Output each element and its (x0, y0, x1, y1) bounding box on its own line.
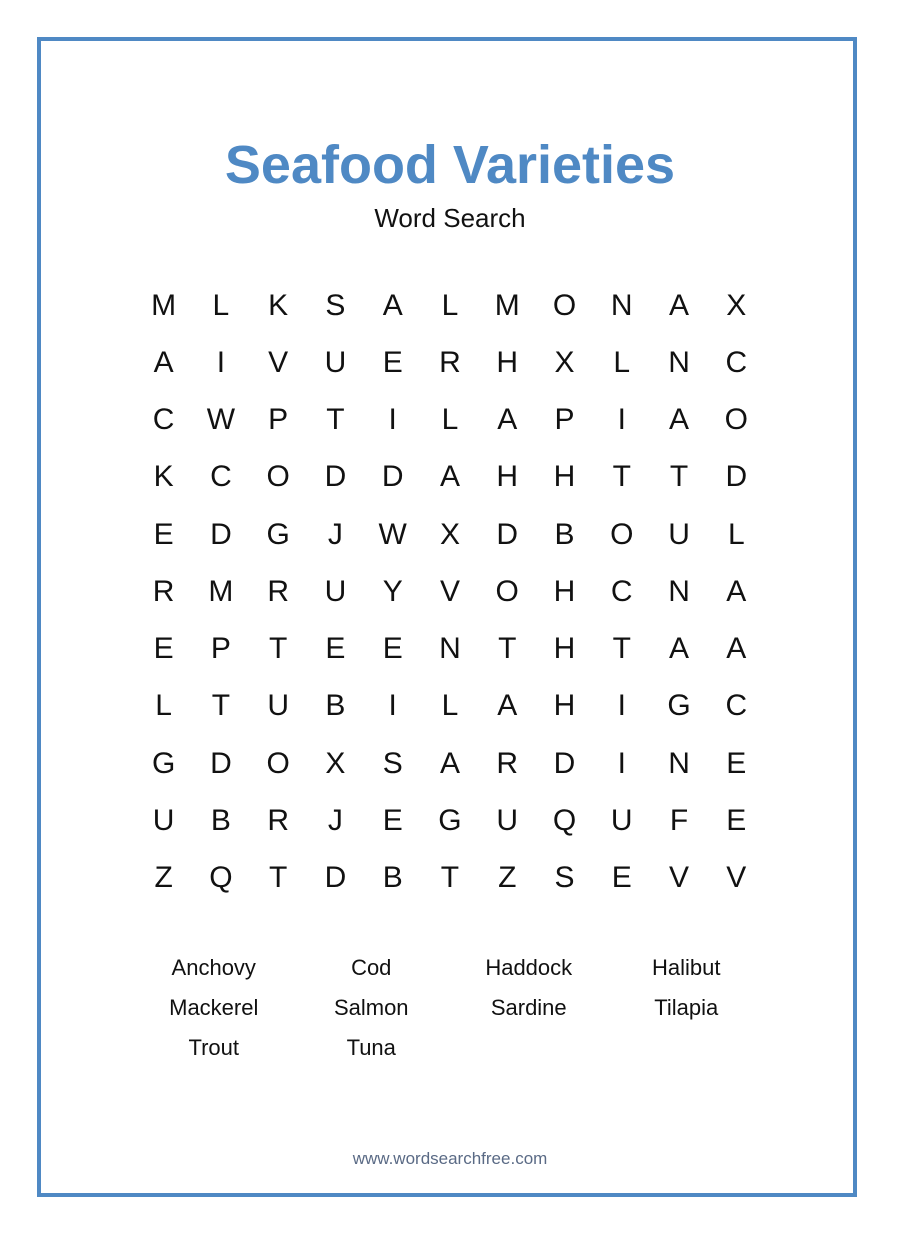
grid-cell: U (496, 804, 519, 838)
word-list-item: Trout (188, 1035, 240, 1060)
grid-cell: V (669, 861, 690, 895)
grid-cell: I (388, 689, 397, 723)
grid-row (135, 792, 765, 849)
grid-cell: L (441, 689, 459, 723)
grid-cell: E (382, 804, 403, 838)
grid-cell: Z (498, 861, 517, 895)
grid-cell: E (382, 632, 403, 666)
word-list-item: Cod (351, 955, 392, 980)
grid-cell: L (727, 517, 745, 551)
grid-cell: A (497, 689, 518, 723)
grid-cell: B (210, 804, 231, 838)
grid-cell: E (153, 517, 174, 551)
grid-cell: U (324, 574, 347, 608)
grid-cell: R (496, 746, 519, 780)
grid-cell: A (153, 345, 174, 379)
grid-cell: D (725, 460, 748, 494)
grid-cell: A (726, 574, 747, 608)
grid-cell: Q (209, 861, 233, 895)
page-title: Seafood Varieties (224, 135, 676, 195)
grid-cell: P (554, 403, 575, 437)
grid-cell: N (668, 746, 690, 780)
grid-cell: G (438, 804, 462, 838)
grid-cell: O (610, 517, 634, 551)
grid-cell: B (325, 689, 346, 723)
grid-row (135, 392, 765, 449)
grid-cell: F (669, 804, 689, 838)
grid-row (135, 506, 765, 563)
grid-cell: H (553, 632, 576, 666)
grid-cell: G (667, 689, 691, 723)
page-subtitle: Word Search (374, 203, 526, 233)
grid-cell: P (210, 632, 231, 666)
grid-cell: H (553, 574, 576, 608)
grid-cell: B (554, 517, 575, 551)
grid-cell: N (439, 632, 461, 666)
grid-cell: T (269, 632, 288, 666)
word-list-item: Tuna (346, 1035, 396, 1060)
footer-url: www.wordsearchfree.com (352, 1149, 548, 1168)
grid-cell: A (439, 460, 460, 494)
grid-cell: W (378, 517, 407, 551)
grid-cell: V (726, 861, 747, 895)
grid-cell: L (212, 288, 230, 322)
grid-cell: R (439, 345, 461, 379)
grid-cell: A (726, 632, 747, 666)
grid-cell: D (210, 517, 232, 551)
grid-cell: H (496, 460, 519, 494)
word-list-item: Halibut (652, 955, 721, 980)
grid-row (135, 563, 765, 620)
grid-cell: U (324, 345, 347, 379)
grid-cell: B (382, 861, 403, 895)
grid-cell: T (269, 861, 288, 895)
grid-cell: E (726, 804, 747, 838)
grid-cell: K (268, 288, 289, 322)
grid-cell: V (268, 345, 289, 379)
grid-cell: I (617, 403, 626, 437)
grid-cell: R (152, 574, 175, 608)
grid-cell: Y (382, 574, 403, 608)
grid-cell: C (210, 460, 232, 494)
grid-cell: T (440, 861, 460, 895)
grid-row (135, 449, 765, 506)
grid-cell: H (553, 460, 576, 494)
grid-cell: L (155, 689, 172, 723)
grid-cell: W (206, 403, 236, 437)
grid-row (135, 277, 765, 334)
grid-cell: A (439, 746, 460, 780)
letter-grid (135, 277, 765, 907)
grid-cell: A (497, 403, 518, 437)
grid-cell: Q (552, 804, 577, 838)
grid-row (135, 678, 765, 735)
grid-cell: S (554, 861, 575, 895)
grid-cell: L (613, 345, 631, 379)
grid-cell: L (441, 288, 459, 322)
grid-cell: E (153, 632, 174, 666)
grid-cell: D (553, 746, 576, 780)
grid-cell: I (388, 403, 397, 437)
grid-cell: T (669, 460, 689, 494)
grid-row (135, 334, 765, 391)
grid-cell: O (552, 288, 577, 322)
grid-cell: D (496, 517, 519, 551)
grid-cell: U (267, 689, 289, 723)
grid-cell: C (610, 574, 633, 608)
grid-cell: N (668, 574, 690, 608)
grid-cell: E (611, 861, 632, 895)
grid-cell: G (266, 517, 290, 551)
grid-cell: L (441, 403, 459, 437)
grid-cell: A (669, 288, 690, 322)
grid-cell: A (669, 403, 690, 437)
grid-cell: T (612, 632, 631, 666)
word-list-item: Anchovy (171, 955, 256, 980)
grid-cell: A (382, 288, 403, 322)
grid-cell: O (724, 403, 748, 437)
grid-cell: I (617, 746, 626, 780)
grid-cell: P (268, 403, 289, 437)
grid-cell: S (382, 746, 403, 780)
grid-cell: M (208, 574, 234, 608)
word-list (135, 948, 765, 1068)
grid-cell: R (267, 804, 289, 838)
grid-cell: D (324, 861, 347, 895)
grid-cell: T (498, 632, 517, 666)
grid-cell: U (610, 804, 633, 838)
grid-cell: G (151, 746, 176, 780)
grid-cell: K (153, 460, 174, 494)
grid-cell: X (325, 746, 346, 780)
grid-cell: V (439, 574, 460, 608)
grid-cell: O (266, 460, 290, 494)
grid-cell: C (152, 403, 175, 437)
word-list-item: Salmon (333, 995, 409, 1020)
grid-cell: N (668, 345, 690, 379)
grid-cell: D (324, 460, 347, 494)
grid-cell: S (325, 288, 346, 322)
grid-cell: A (669, 632, 690, 666)
word-list-item: Haddock (485, 955, 573, 980)
word-list-item: Tilapia (654, 995, 719, 1020)
grid-cell: C (725, 345, 748, 379)
grid-cell: R (267, 574, 289, 608)
grid-cell: H (553, 689, 576, 723)
grid-row (135, 735, 765, 792)
grid-row (135, 850, 765, 907)
grid-cell: D (381, 460, 404, 494)
grid-cell: U (152, 804, 175, 838)
grid-cell: T (211, 689, 231, 723)
grid-cell: C (725, 689, 748, 723)
word-list-item: Mackerel (169, 995, 259, 1020)
grid-cell: X (726, 288, 747, 322)
grid-cell: Z (154, 861, 173, 895)
grid-cell: J (327, 804, 343, 838)
grid-cell: I (617, 689, 626, 723)
grid-cell: M (494, 288, 520, 322)
grid-cell: H (496, 345, 519, 379)
grid-cell: I (216, 345, 226, 379)
grid-cell: T (612, 460, 631, 494)
grid-cell: E (382, 345, 403, 379)
word-list-item: Sardine (490, 995, 567, 1020)
grid-cell: U (668, 517, 690, 551)
grid-cell: X (554, 345, 575, 379)
grid-cell: E (325, 632, 346, 666)
grid-row (135, 621, 765, 678)
grid-cell: M (151, 288, 177, 322)
grid-cell: O (495, 574, 519, 608)
grid-cell: N (610, 288, 633, 322)
grid-cell: T (326, 403, 345, 437)
grid-cell: X (439, 517, 460, 551)
grid-cell: D (210, 746, 232, 780)
grid-cell: O (266, 746, 290, 780)
grid-cell: J (327, 517, 343, 551)
grid-cell: E (726, 746, 747, 780)
